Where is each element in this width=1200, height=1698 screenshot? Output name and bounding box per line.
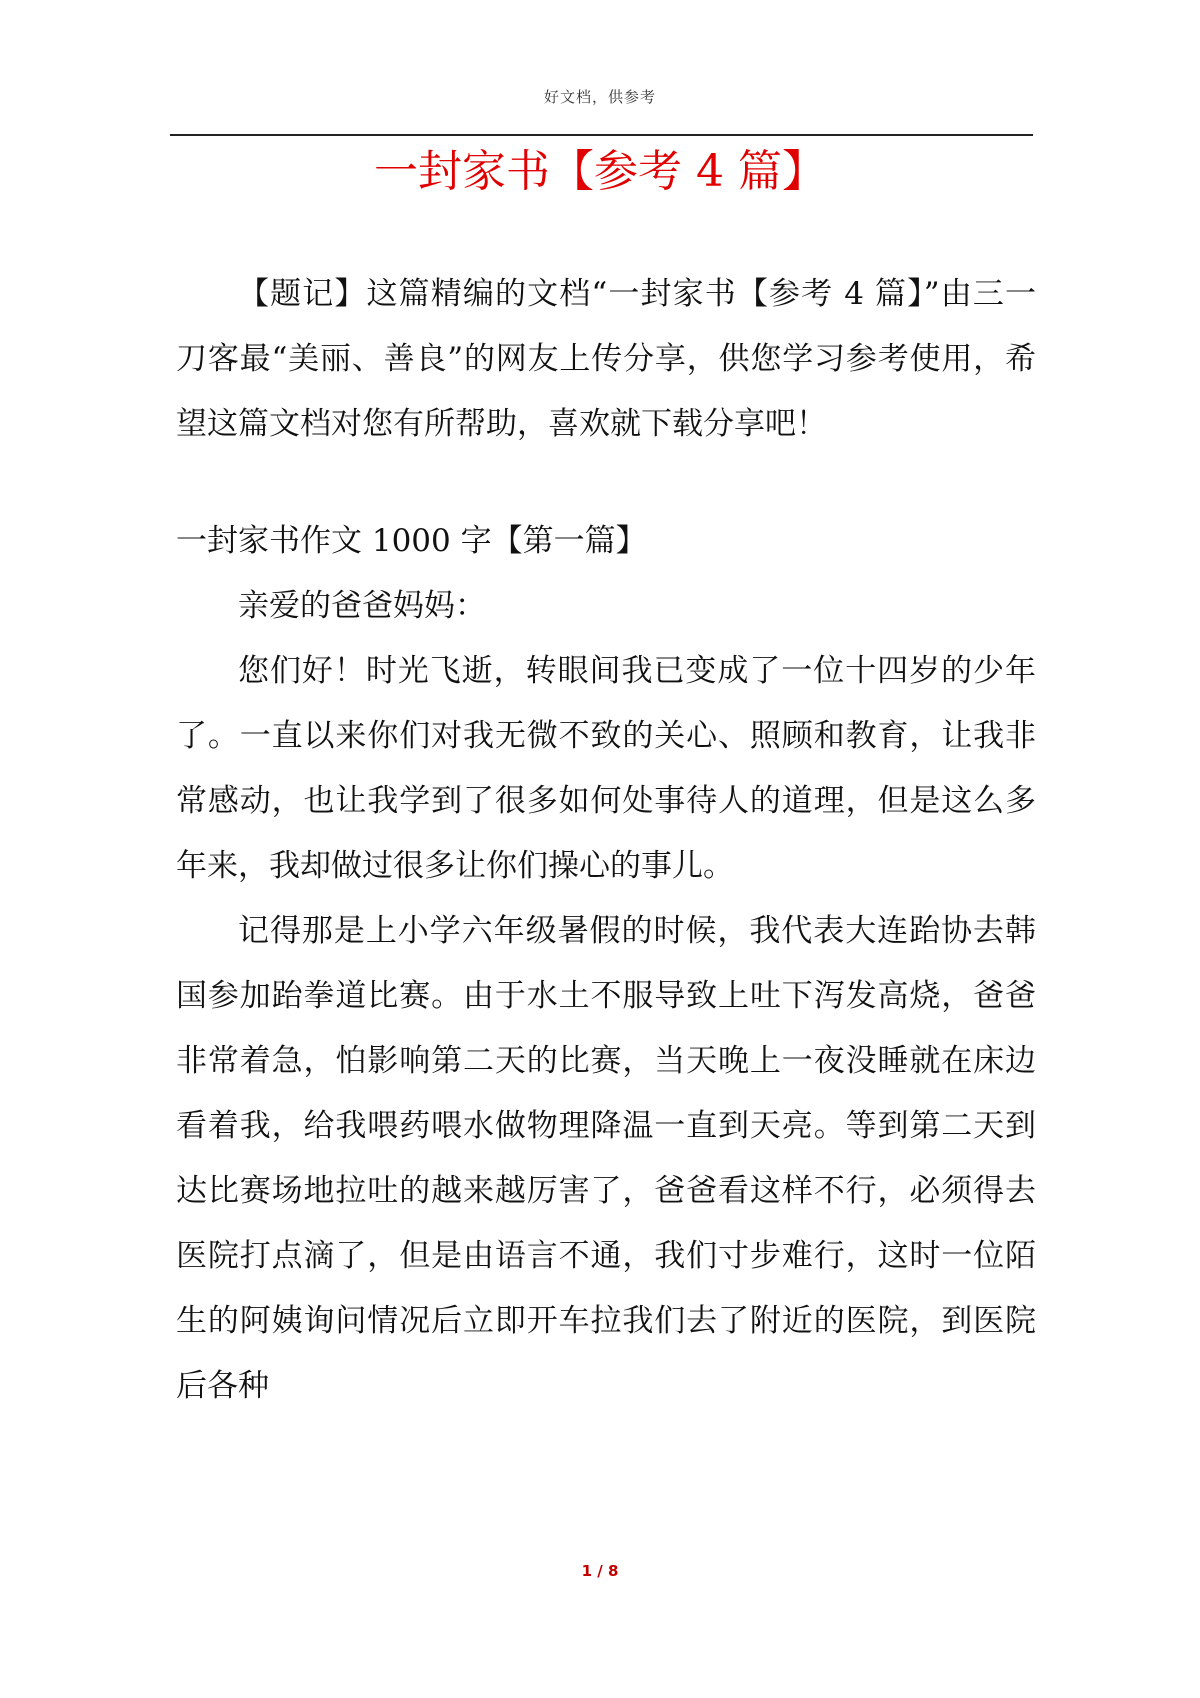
intro-paragraph: 【题记】这篇精编的文档“一封家书【参考 4 篇】”由三一刀客最“美丽、善良”的网友上传分享，供您学习参考使用，希望这篇文档对您有所帮助，喜欢就下载分享吧！ (176, 276, 1036, 442)
body-paragraph: 记得那是上小学六年级暑假的时候，我代表大连跆协去韩国参加跆拳道比赛。由于水土不服导致上吐下泻发高烧，爸爸非常着急，怕影响第二天的比赛，当天晚上一夜没睡就在床边看着我，给我喂药喂水做物理降温一直到天亮。等到第二天到达比赛场地拉吐的越来越厉害了，爸爸看这样不行，必须得去医院打点滴了，但是由语言不通，我们寸步难行，这时一位陌生的阿姨询问情况后立即开车拉我们去了附近的医院，到医院后各种 (176, 913, 1036, 1404)
document-title: 一封家书【参考 4 篇】 (374, 146, 826, 197)
body-paragraph: 您们好！时光飞逝，转眼间我已变成了一位十四岁的少年了。一直以来你们对我无微不致的关心、照顾和教育，让我非常感动，也让我学到了很多如何处事待人的道理，但是这么多年来，我却做过很多让你们操心的事儿。 (176, 653, 1036, 884)
page-number: 1 / 8 (581, 1562, 619, 1580)
section-title: 一封家书作文 1000 字【第一篇】 (176, 523, 647, 559)
salutation: 亲爱的爸爸妈妈： (238, 588, 486, 624)
page-header: 好文档，供参考 (543, 88, 656, 106)
document-body (176, 262, 1036, 1419)
header-divider (170, 134, 1033, 136)
section-spacer (176, 457, 1036, 509)
